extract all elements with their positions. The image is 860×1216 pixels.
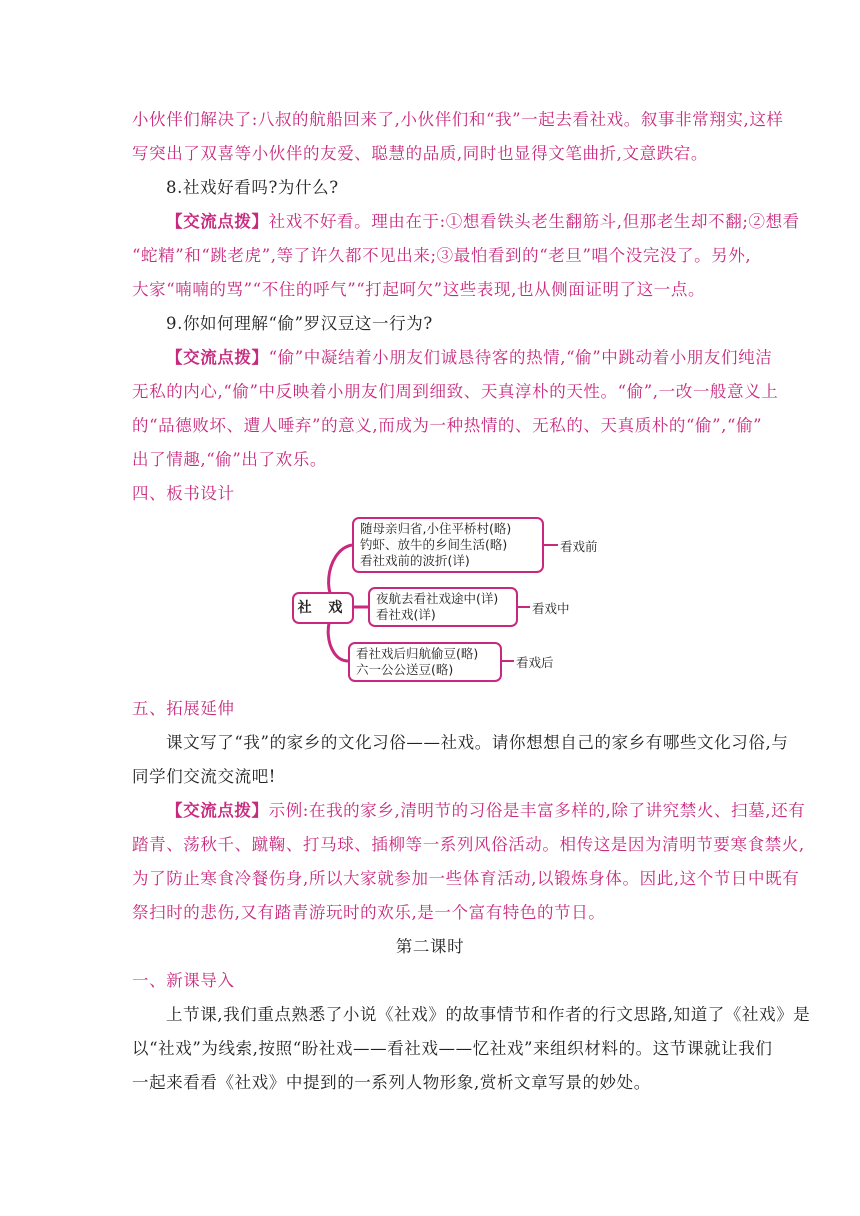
blackboard-mindmap <box>290 515 610 687</box>
paragraph-line: 一起来看看《社戏》中提到的一系列人物形象,赏析文章写景的妙处。 <box>132 1073 651 1092</box>
paragraph-line: 小伙伴们解决了:八叔的航船回来了,小伙伴们和“我”一起去看社戏。叙事非常翔实,这样 <box>132 110 784 129</box>
answer-text: 示例:在我的家乡,清明节的习俗是丰富多样的,除了讲究禁火、扫墓,还有 <box>268 801 806 820</box>
branch-label: 看戏后 <box>516 655 554 670</box>
mindmap-branch-before <box>352 517 544 573</box>
paragraph-line: 以“社戏”为线索,按照“盼社戏——看社戏——忆社戏”来组织材料的。这节课就让我们 <box>132 1039 773 1058</box>
lesson-title: 第二课时 <box>395 937 465 956</box>
section-heading: 一、新课导入 <box>132 971 235 990</box>
branch-line: 看社戏前的波折(详) <box>360 553 470 568</box>
answer-tag: 【交流点拨】 <box>166 348 269 367</box>
branch-line: 夜航去看社戏途中(详) <box>376 591 499 606</box>
paragraph-line: 课文写了“我”的家乡的文化习俗——社戏。请你想想自己的家乡有哪些文化习俗,与 <box>166 733 789 752</box>
paragraph-line: 上节课,我们重点熟悉了小说《社戏》的故事情节和作者的行文思路,知道了《社戏》是 <box>166 1005 811 1024</box>
paragraph-line: 写突出了双喜等小伙伴的友爱、聪慧的品质,同时也显得文笔曲折,文意跌宕。 <box>132 144 708 163</box>
branch-line: 随母亲归省,小住平桥村(略) <box>360 521 512 536</box>
branch-line: 钓虾、放牛的乡间生活(略) <box>360 537 508 552</box>
question-9: 9.你如何理解“偷”罗汉豆这一行为? <box>166 314 433 333</box>
answer-8-line <box>166 210 800 234</box>
question-8: 8.社戏好看吗?为什么? <box>166 178 339 197</box>
branch-line: 六一公公送豆(略) <box>356 662 454 677</box>
answer-line: 为了防止寒食冷餐伤身,所以大家就参加一些体育活动,以锻炼身体。因此,这个节日中既有 <box>132 869 800 888</box>
mindmap-root: 社 戏 <box>292 592 354 624</box>
branch-line: 看社戏(详) <box>376 607 436 622</box>
answer-text: 社戏不好看。理由在于:①想看铁头老生翻筋斗,但那老生却不翻;②想看 <box>268 212 800 231</box>
branch-label: 看戏中 <box>532 601 570 616</box>
paragraph-line: 同学们交流交流吧! <box>132 767 277 786</box>
branch-label: 看戏前 <box>560 539 598 554</box>
answer-9-line: 的“品德败坏、遭人唾弃”的意义,而成为一种热情的、无私的、天真质朴的“偷”,“偷” <box>132 416 763 435</box>
answer-9-line <box>166 346 772 370</box>
answer-line <box>166 799 805 823</box>
answer-9-line: 无私的内心,“偷”中反映着小朋友们周到细致、天真淳朴的天性。“偷”,一改一般意义上 <box>132 382 779 401</box>
answer-text: “偷”中凝结着小朋友们诚恳待客的热情,“偷”中跳动着小朋友们纯洁 <box>268 348 773 367</box>
mindmap-branch-during <box>368 587 518 627</box>
answer-line: 踏青、荡秋千、蹴鞠、打马球、插柳等一系列风俗活动。相传这是因为清明节要寒食禁火, <box>132 835 805 854</box>
answer-tag: 【交流点拨】 <box>166 801 269 820</box>
answer-9-line: 出了情趣,“偷”出了欢乐。 <box>132 450 327 469</box>
section-heading: 四、板书设计 <box>132 484 235 503</box>
answer-8-line: “蛇精”和“跳老虎”,等了许久都不见出来;③最怕看到的“老旦”唱个没完没了。另外, <box>132 246 752 265</box>
answer-line: 祭扫时的悲伤,又有踏青游玩时的欢乐,是一个富有特色的节日。 <box>132 903 606 922</box>
branch-line: 看社戏后归航偷豆(略) <box>356 646 479 661</box>
mindmap-branch-after <box>348 642 502 682</box>
answer-tag: 【交流点拨】 <box>166 212 269 231</box>
section-heading: 五、拓展延伸 <box>132 699 235 718</box>
answer-8-line: 大家“喃喃的骂”“不住的呼气”“打起呵欠”这些表现,也从侧面证明了这一点。 <box>132 280 706 299</box>
